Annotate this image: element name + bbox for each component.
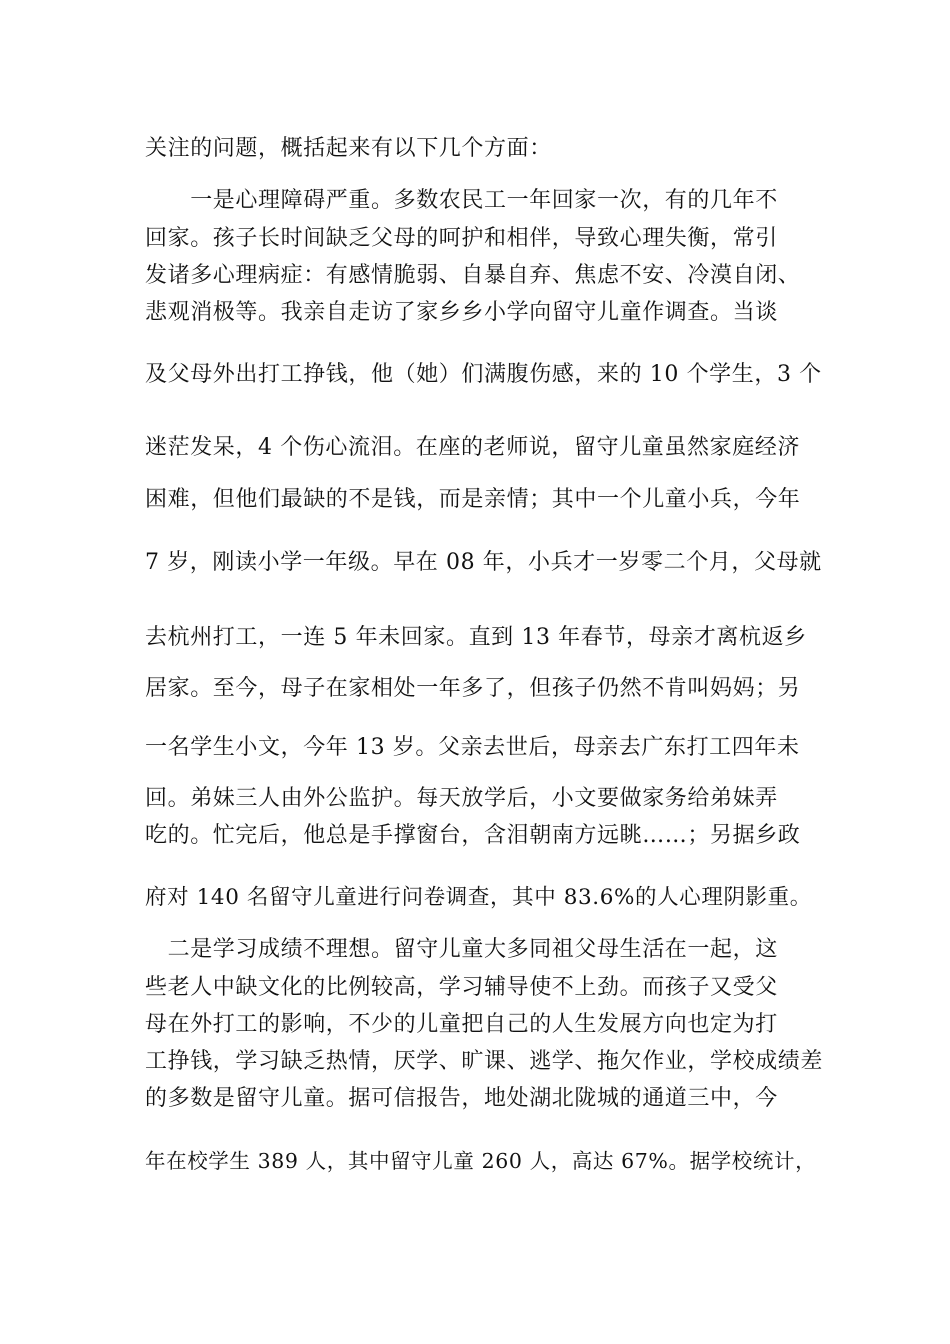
text-line: 一是心理障碍严重。多数农民工一年回家一次，有的几年不 [145, 188, 778, 213]
text-line: 的多数是留守儿童。据可信报告，地处湖北陇城的通道三中，今 [145, 1086, 778, 1111]
text-line: 回家。孩子长时间缺乏父母的呵护和相伴，导致心理失衡，常引 [145, 226, 778, 251]
text-line: 府对 140 名留守儿童进行问卷调查，其中 83.6%的人心理阴影重。 [145, 885, 812, 910]
text-line: 去杭州打工，一连 5 年未回家。直到 13 年春节，母亲才离杭返乡 [145, 625, 807, 650]
text-line: 年在校学生 389 人，其中留守儿童 260 人，高达 67%。据学校统计， [145, 1149, 817, 1173]
text-line: 及父母外出打工挣钱，他（她）们满腹伤感，来的 10 个学生，3 个 [145, 362, 822, 387]
text-line: 一名学生小文，今年 13 岁。父亲去世后，母亲去广东打工四年未 [145, 735, 800, 760]
text-line: 关注的问题，概括起来有以下几个方面： [145, 136, 552, 161]
text-line: 工挣钱，学习缺乏热情，厌学、旷课、逃学、拖欠作业，学校成绩差 [145, 1049, 824, 1074]
text-line: 些老人中缺文化的比例较高，学习辅导使不上劲。而孩子又受父 [145, 975, 778, 1000]
text-line: 悲观消极等。我亲自走访了家乡乡小学向留守儿童作调查。当谈 [145, 300, 778, 325]
text-line: 母在外打工的影响，不少的儿童把自己的人生发展方向也定为打 [145, 1012, 778, 1037]
text-line: 居家。至今，母子在家相处一年多了，但孩子仍然不肯叫妈妈；另 [145, 676, 801, 701]
text-line: 吃的。忙完后，他总是手撑窗台，含泪朝南方远眺……；另据乡政 [145, 823, 801, 848]
text-line: 发诸多心理病症：有感情脆弱、自暴自弃、焦虑不安、冷漠自闭、 [145, 263, 801, 288]
text-line: 7 岁，刚读小学一年级。早在 08 年，小兵才一岁零二个月，父母就 [145, 550, 822, 575]
text-line: 困难，但他们最缺的不是钱，而是亲情；其中一个儿童小兵，今年 [145, 487, 801, 512]
text-line: 二是学习成绩不理想。留守儿童大多同祖父母生活在一起，这 [145, 937, 778, 962]
text-line: 迷茫发呆，4 个伤心流泪。在座的老师说，留守儿童虽然家庭经济 [145, 435, 800, 460]
text-line: 回。弟妹三人由外公监护。每天放学后，小文要做家务给弟妹弄 [145, 786, 778, 811]
